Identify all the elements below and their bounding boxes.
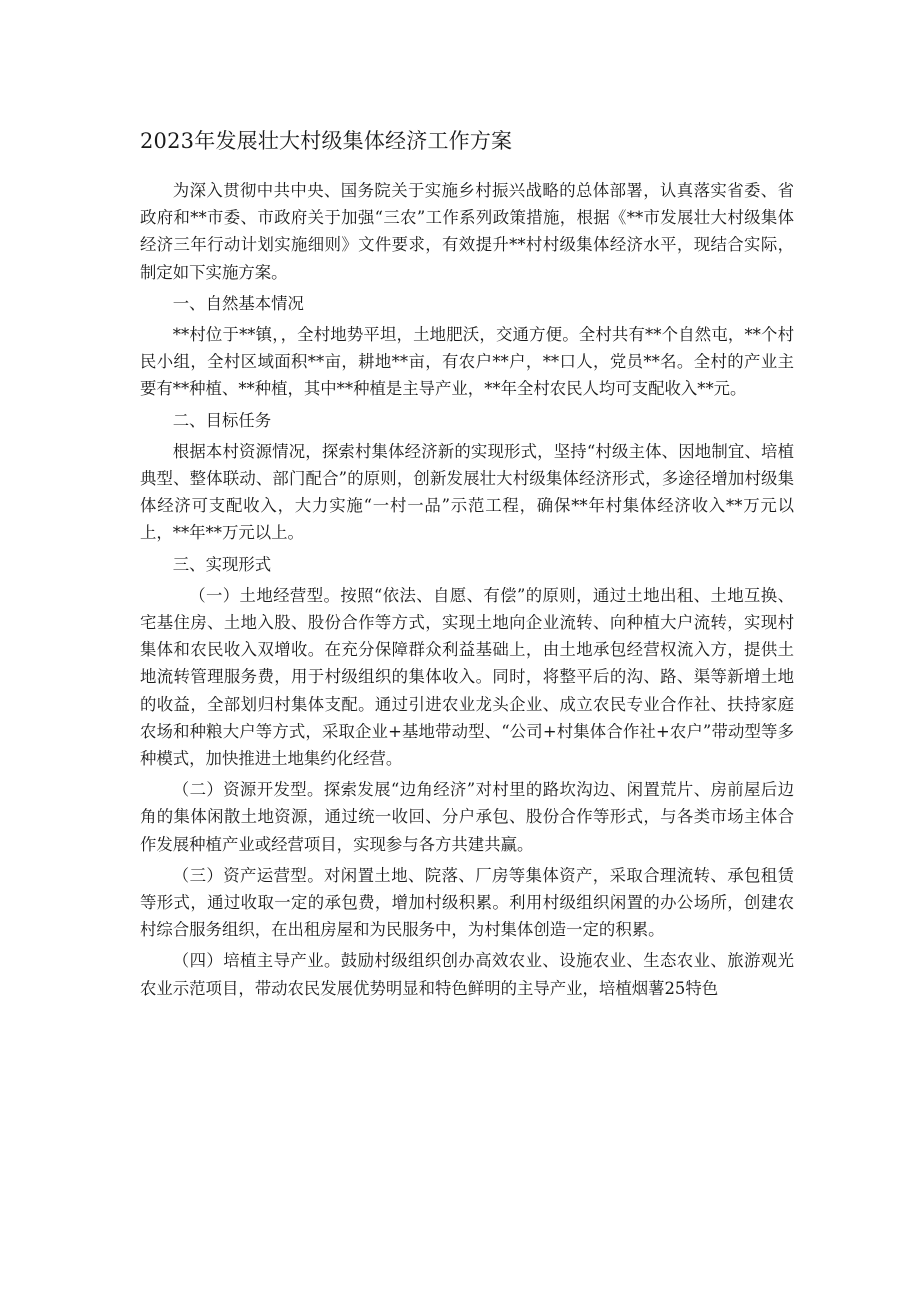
resource-development-paragraph: （二）资源开发型。探索发展“边角经济”对村里的路坎沟边、闲置荒片、房前屋后边角的集体闲散土地资源，通过统一收回、分户承包、股份合作等形式，与各类市场主体合作发展种植产业或经营项目，实现参与各方共建共赢。 (140, 780, 794, 854)
document-body (140, 177, 794, 1006)
intro-paragraph: 为深入贯彻中共中央、国务院关于实施乡村振兴战略的总体部署，认真落实省委、省政府和**市委、市政府关于加强“三农”工作系列政策措施，根据《**市发展壮大村级集体经济三年行动计划实施细则》文件要求，有效提升**村村级集体经济水平，现结合实际，制定如下实施方案。 (140, 181, 794, 282)
section-heading-targets: 二、目标任务 (172, 410, 272, 430)
natural-conditions-paragraph: **村位于**镇，，全村地势平坦，土地肥沃，交通方便。全村共有**个自然屯，**个村民小组，全村区域面积**亩，耕地**亩，有农户**户，**口人，党员**名。全村的产业主要有**种植、**种植，其中**种植是主导产业，**年全村农民人均可支配收入**元。 (140, 325, 794, 399)
land-management-paragraph: （一）土地经营型。按照“依法、自愿、有偿”的原则，通过土地出租、土地互换、宅基住房、土地入股、股份合作等方式，实现土地向企业流转、向种植大户流转，实现村集体和农民收入双增收。在充分保障群众利益基础上，由土地承包经营权流入方，提供土地流转管理服务费，用于村级组织的集体收入。同时，将整平后的沟、路、渠等新增土地的收益，全部划归村集体支配。通过引进农业龙头企业、成立农民专业合作社、扶持家庭农场和种粮大户等方式，采取企业+基地带动型、“公司+村集体合作社+农户”带动型等多种模式，加快推进土地集约化经营。 (140, 585, 794, 769)
section-heading-natural-conditions: 一、自然基本情况 (172, 293, 304, 313)
document-title: 2023年发展壮大村级集体经济工作方案 (140, 129, 513, 153)
leading-industry-paragraph: （四）培植主导产业。鼓励村级组织创办高效农业、设施农业、生态农业、旅游观光农业示范项目，带动农民发展优势明显和特色鲜明的主导产业，培植烟薯25特色 (140, 951, 794, 998)
asset-operation-paragraph: （三）资产运营型。对闲置土地、院落、厂房等集体资产，采取合理流转、承包租赁等形式，通过收取一定的承包费，增加村级积累。利用村级组织闲置的办公场所，创建农村综合服务组织，在出租房屋和为民服务中，为村集体创造一定的积累。 (140, 865, 794, 940)
section-heading-implementation-forms: 三、实现形式 (172, 554, 272, 574)
targets-paragraph: 根据本村资源情况，探索村集体经济新的实现形式，坚持“村级主体、因地制宜、培植典型、整体联动、部门配合”的原则，创新发展壮大村级集体经济形式，多途径增加村级集体经济可支配收入，大力实施“一村一品”示范工程，确保**年村集体经济收入**万元以上，**年**万元以上。 (140, 441, 794, 543)
